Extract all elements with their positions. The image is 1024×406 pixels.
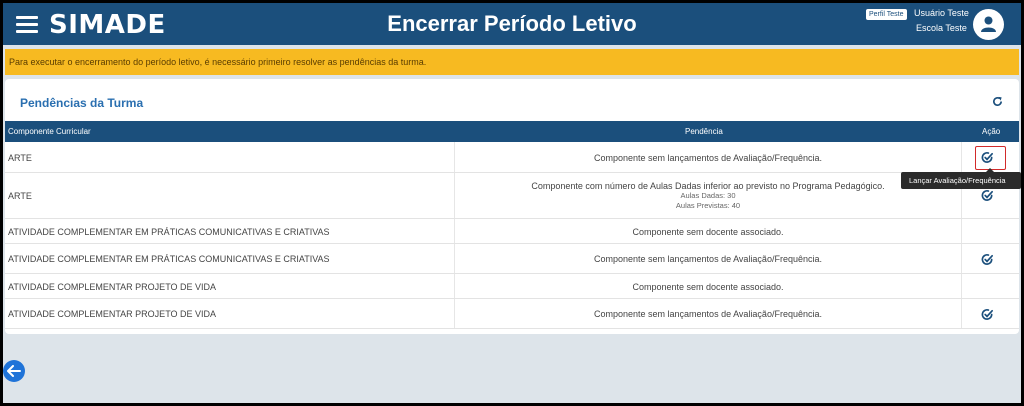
pending-card [5, 79, 1019, 334]
pending-text: Componente com número de Aulas Dadas inferior ao previsto no Programa Pedagógico. [531, 181, 885, 191]
header-component: Componente Curricular [8, 127, 91, 136]
arrow-left-icon [7, 365, 21, 377]
card-title: Pendências da Turma [20, 96, 144, 110]
launch-grade-icon[interactable] [981, 253, 994, 266]
launch-grade-icon[interactable] [981, 308, 994, 321]
top-header [3, 3, 1021, 45]
table-row [5, 142, 1019, 173]
table-row [5, 244, 1019, 274]
classes-planned: Aulas Previstas: 40 [675, 201, 741, 210]
launch-grade-icon[interactable] [981, 151, 994, 164]
cell-pending: Componente sem lançamentos de Avaliação/Frequência. [594, 254, 822, 264]
cell-pending: Componente sem lançamentos de Avaliação/Frequência. [594, 153, 822, 163]
profile-badge: Perfil Teste [866, 9, 907, 20]
back-button[interactable] [3, 360, 25, 382]
cell-pending: Componente sem docente associado. [632, 227, 784, 237]
table-header [5, 121, 1019, 142]
cell-component: ATIVIDADE COMPLEMENTAR EM PRÁTICAS COMUNICATIVAS E CRIATIVAS [8, 227, 330, 237]
cell-component: ATIVIDADE COMPLEMENTAR PROJETO DE VIDA [8, 309, 217, 319]
warning-banner: Para executar o encerramento do período letivo, é necessário primeiro resolver as pendências da turma. [5, 49, 1019, 75]
action-tooltip: Lançar Avaliação/Frequência [901, 172, 1021, 189]
app-logo[interactable]: SIMADE [49, 10, 166, 40]
header-action: Ação [982, 127, 1001, 136]
cell-pending [455, 181, 961, 211]
user-name: Usuário Teste [914, 8, 969, 18]
page-title: Encerrar Período Letivo [387, 11, 637, 36]
app-frame [3, 3, 1021, 403]
refresh-icon[interactable] [992, 96, 1003, 107]
cell-component: ATIVIDADE COMPLEMENTAR PROJETO DE VIDA [8, 282, 217, 292]
cell-pending: Componente sem lançamentos de Avaliação/Frequência. [594, 309, 822, 319]
cell-pending: Componente sem docente associado. [632, 282, 784, 292]
classes-given: Aulas Dadas: 30 [680, 191, 736, 200]
launch-grade-icon[interactable] [981, 189, 994, 202]
avatar[interactable] [973, 9, 1004, 40]
user-icon [981, 16, 996, 32]
table-row [5, 299, 1019, 329]
header-pending: Pendência [685, 127, 723, 136]
table-row [5, 173, 1019, 219]
menu-icon[interactable] [16, 16, 38, 34]
cell-component: ATIVIDADE COMPLEMENTAR EM PRÁTICAS COMUNICATIVAS E CRIATIVAS [8, 254, 330, 264]
cell-component: ARTE [8, 153, 32, 163]
table-row [5, 219, 1019, 244]
school-name: Escola Teste [916, 23, 967, 33]
cell-component: ARTE [8, 191, 32, 201]
table-row [5, 274, 1019, 299]
